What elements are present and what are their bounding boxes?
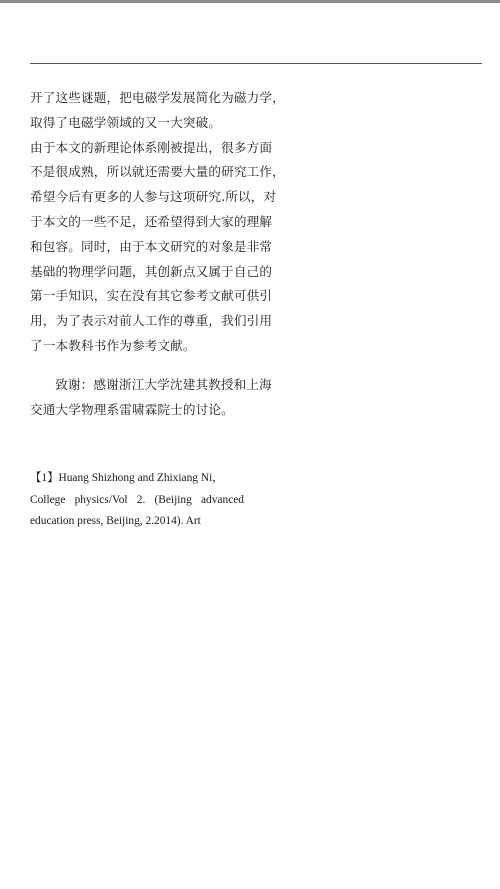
text-line: 基础的物理学问题，其创新点又属于自己的 [30,263,273,279]
text-line: 用，为了表示对前人工作的尊重，我们引用 [30,313,273,329]
text-line: 交通大学物理系雷啸霖院士的讨论。 [30,401,234,417]
text-line: 希望今后有更多的人参与这项研究.所以，对 [30,189,277,205]
document-body [30,86,285,422]
reference-line: education press, Beijing, 2.2014). Art [30,515,201,527]
text-line: 由于本文的新理论体系刚被提出，很多方面 [30,139,273,155]
text-line: 取得了电磁学领域的又一大突破。 [30,114,222,130]
text-line: 不是很成熟，所以就还需要大量的研究工作， [30,164,285,180]
paragraph-conclusion [30,86,285,136]
reference-line: College physics/Vol 2. (Beijing advanced [30,493,244,506]
text-line: 了一本教科书作为参考文献。 [30,337,196,353]
text-line: 开了这些谜题，把电磁学发展简化为磁力学， [30,90,285,105]
header-rule [30,63,482,64]
acknowledgement [30,373,272,423]
text-line: 第一手知识，实在没有其它参考文献可供引 [30,288,273,304]
references [30,468,244,533]
top-bar [0,0,500,3]
text-line: 致谢：感谢浙江大学沈建其教授和上海 [55,376,272,392]
text-line: 于本文的一些不足，还希望得到大家的理解 [30,213,273,229]
paragraph-future-work [30,136,285,359]
reference-line: 【1】Huang Shizhong and Zhixiang Ni， [30,472,224,484]
text-line: 和包容。同时，由于本文研究的对象是非常 [30,238,273,254]
